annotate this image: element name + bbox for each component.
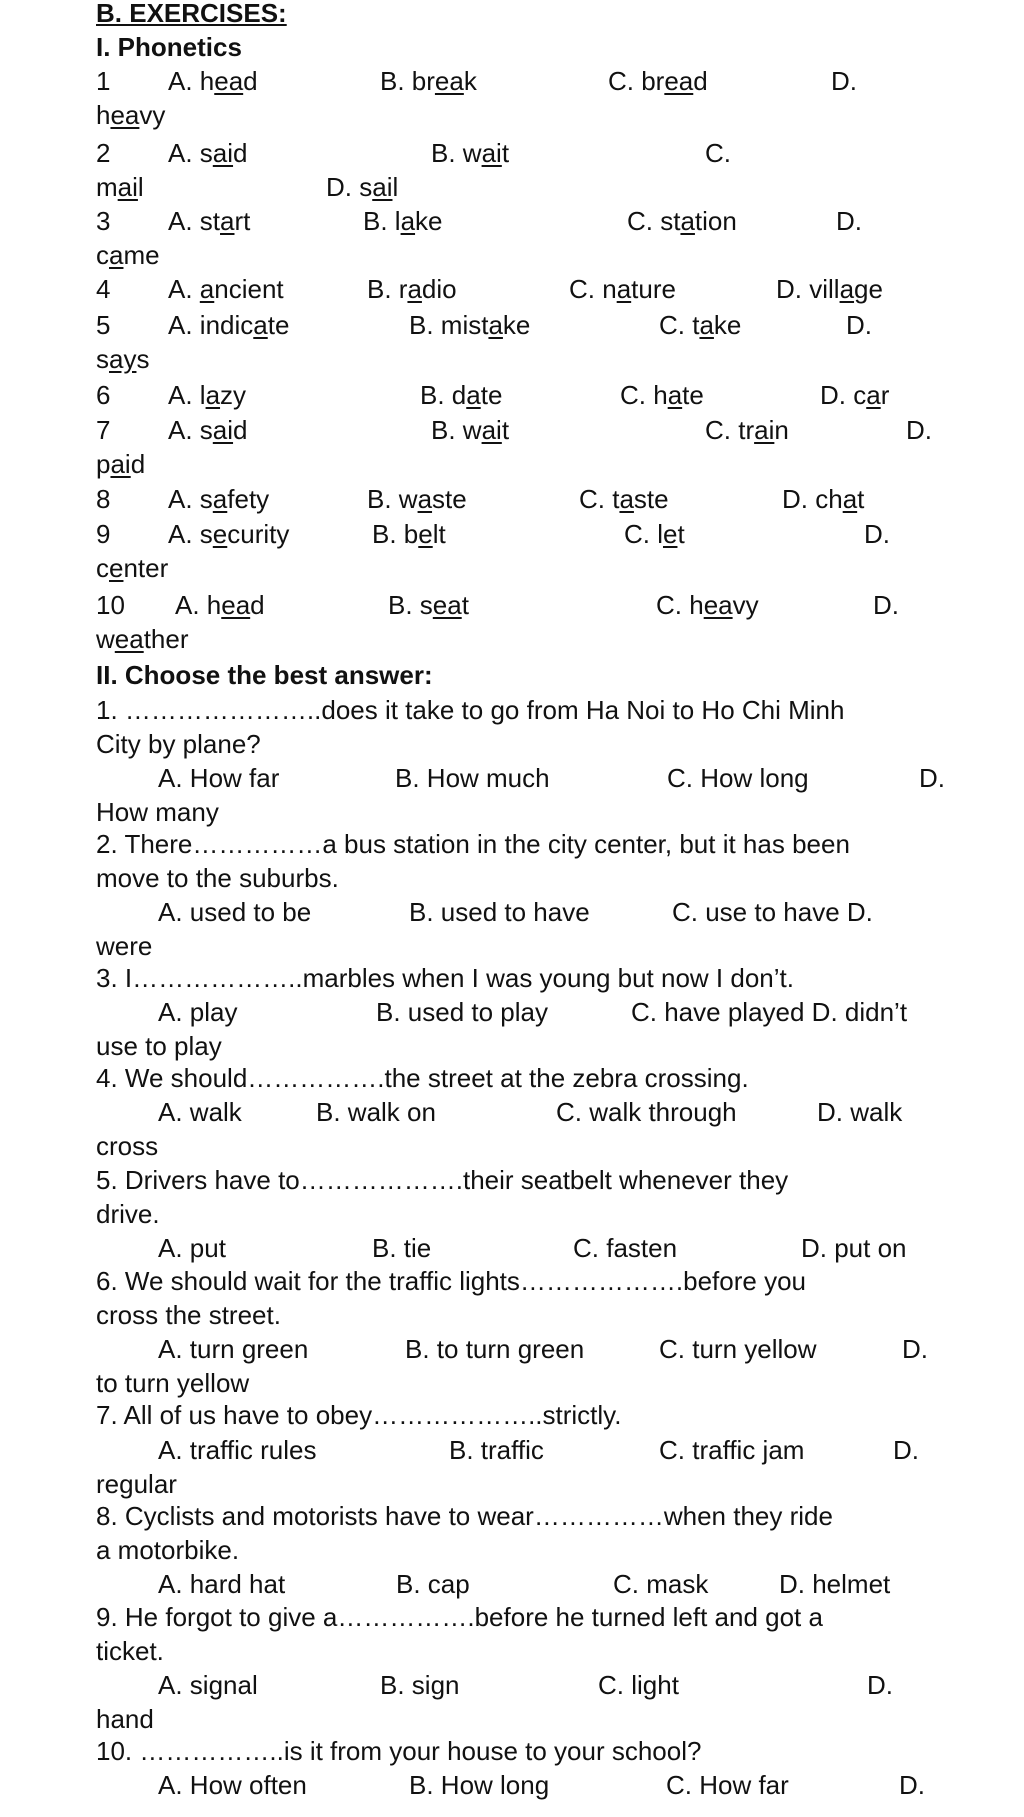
question-text-continued: City by plane? (96, 729, 261, 759)
question-text: 1. …………………..does it take to go from Ha Noi to Ho Chi Minh (96, 695, 845, 725)
answer-option: C. mask (613, 1569, 709, 1599)
answer-option: C. How long (667, 763, 809, 793)
answer-option: D. (893, 1435, 919, 1465)
question-text: 3. I………………..marbles when I was young but now I don’t. (96, 963, 794, 993)
answer-option: B. sign (380, 1670, 460, 1700)
answer-option: C. walk through (556, 1097, 737, 1127)
question-text-continued: drive. (96, 1199, 160, 1229)
answer-option: C. How far (666, 1770, 789, 1800)
phonetic-option: B. radio (367, 274, 457, 304)
phonetic-item-number: 5 (96, 310, 111, 340)
answer-option: D. put on (801, 1233, 907, 1263)
phonetic-option: C. let (624, 519, 685, 549)
phonetic-option: C. heavy (656, 590, 759, 620)
phonetic-item-number: 4 (96, 274, 111, 304)
phonetic-option: C. take (659, 310, 742, 340)
phonetic-option: A. head (175, 590, 265, 620)
phonetic-option: D. (836, 206, 862, 236)
phonetic-option: D. car (820, 380, 890, 410)
phonetic-option: B. waste (367, 484, 467, 514)
question-text: 10. ……………..is it from your house to your school? (96, 1736, 702, 1766)
answer-option-wrap: How many (96, 797, 219, 827)
question-text: 4. We should…………….the street at the zebra crossing. (96, 1063, 749, 1093)
answer-option: A. How often (158, 1770, 307, 1800)
answer-option-wrap: use to play (96, 1031, 222, 1061)
phonetic-option: D. (873, 590, 899, 620)
phonetic-option: D. village (776, 274, 883, 304)
phonetic-option: B. seat (388, 590, 469, 620)
phonetic-option: B. belt (372, 519, 446, 549)
question-text: 2. There……………a bus station in the city center, but it has been (96, 829, 850, 859)
answer-option: D. walk (817, 1097, 903, 1127)
answer-option: D. (919, 763, 945, 793)
answer-option-wrap: were (96, 931, 153, 961)
answer-option: B. used to have (409, 897, 590, 927)
phonetic-item-number: 3 (96, 206, 111, 236)
phonetic-option: A. ancient (168, 274, 284, 304)
answer-option: A. used to be (158, 897, 312, 927)
answer-option: A. traffic rules (158, 1435, 317, 1465)
phonetic-option: C. bread (608, 66, 708, 96)
phonetic-option: B. wait (431, 415, 510, 445)
question-text: 6. We should wait for the traffic lights……………….before you (96, 1266, 806, 1296)
phonetic-option: D. (906, 415, 932, 445)
answer-option-wrap: to turn yellow (96, 1368, 250, 1398)
phonetic-option: B. mistake (409, 310, 531, 340)
phonetic-option: D. sail (326, 172, 399, 202)
answer-option: A. hard hat (158, 1569, 286, 1599)
phonetic-option: B. date (420, 380, 503, 410)
answer-option: B. cap (396, 1569, 470, 1599)
question-text-continued: move to the suburbs. (96, 863, 339, 893)
phonetic-option: D. chat (782, 484, 865, 514)
answer-option: C. fasten (573, 1233, 678, 1263)
answer-option: C. use to have D. (672, 897, 873, 927)
answer-option: B. walk on (316, 1097, 436, 1127)
phonetic-item-number: 8 (96, 484, 111, 514)
question-text: 5. Drivers have to……………….their seatbelt whenever they (96, 1165, 789, 1195)
answer-option: D. (902, 1334, 928, 1364)
phonetic-option-wrap: says (96, 344, 150, 374)
answer-option-wrap: regular (96, 1469, 177, 1499)
phonetic-option: A. start (168, 206, 251, 236)
phonetic-option: B. lake (363, 206, 443, 236)
phonetic-item-number: 7 (96, 415, 111, 445)
phonetic-item-number: 6 (96, 380, 111, 410)
phonetic-option: A. indicate (168, 310, 290, 340)
answer-option: B. traffic (449, 1435, 544, 1465)
phonetic-item-number: 9 (96, 519, 111, 549)
answer-option-wrap: cross (96, 1131, 159, 1161)
phonetic-option-wrap: came (96, 240, 160, 270)
answer-option: A. signal (158, 1670, 258, 1700)
question-text-continued: ticket. (96, 1636, 164, 1666)
answer-option: D. helmet (779, 1569, 891, 1599)
answer-option: C. traffic jam (659, 1435, 805, 1465)
question-text-continued: cross the street. (96, 1300, 281, 1330)
question-text: 8. Cyclists and motorists have to wear……………when they ride (96, 1501, 833, 1531)
phonetic-item-number: 2 (96, 138, 111, 168)
question-text-continued: a motorbike. (96, 1535, 240, 1565)
phonetics-heading: I. Phonetics (96, 32, 242, 62)
answer-option: D. (899, 1770, 925, 1800)
phonetic-option: A. said (168, 138, 248, 168)
answer-option: A. put (158, 1233, 226, 1263)
phonetic-option: C. (705, 138, 731, 168)
answer-option: A. How far (158, 763, 280, 793)
phonetic-option: A. security (168, 519, 290, 549)
choose-heading: II. Choose the best answer: (96, 660, 433, 690)
answer-option: C. turn yellow (659, 1334, 817, 1364)
answer-option: B. to turn green (405, 1334, 585, 1364)
phonetic-option: C. taste (579, 484, 669, 514)
phonetic-option-wrap: mail (96, 172, 144, 202)
phonetic-option: A. head (168, 66, 258, 96)
answer-option: B. How much (395, 763, 550, 793)
phonetic-option: D. (846, 310, 872, 340)
phonetic-item-number: 1 (96, 66, 111, 96)
answer-option: A. walk (158, 1097, 242, 1127)
answer-option: C. have played D. didn’t (631, 997, 908, 1027)
answer-option: B. How long (409, 1770, 550, 1800)
answer-option: B. used to play (376, 997, 548, 1027)
question-text: 7. All of us have to obey………………..strictly. (96, 1400, 622, 1430)
section-title: B. EXERCISES: (96, 0, 287, 28)
phonetic-option: A. said (168, 415, 248, 445)
phonetic-option: D. (831, 66, 857, 96)
answer-option: D. (867, 1670, 893, 1700)
question-text: 9. He forgot to give a…………….before he turned left and got a (96, 1602, 823, 1632)
phonetic-option-wrap: heavy (96, 100, 166, 130)
answer-option: A. play (158, 997, 238, 1027)
answer-option: A. turn green (158, 1334, 309, 1364)
phonetic-option: D. (864, 519, 890, 549)
answer-option: B. tie (372, 1233, 432, 1263)
phonetic-option: C. train (705, 415, 789, 445)
phonetic-option: A. lazy (168, 380, 247, 410)
phonetic-option: B. break (380, 66, 477, 96)
phonetic-option: A. safety (168, 484, 270, 514)
answer-option: C. light (598, 1670, 679, 1700)
phonetic-option: C. station (627, 206, 737, 236)
phonetic-option-wrap: weather (96, 624, 189, 654)
phonetic-option-wrap: paid (96, 449, 146, 479)
phonetic-option-wrap: center (96, 553, 169, 583)
phonetic-option: C. nature (569, 274, 676, 304)
phonetic-option: B. wait (431, 138, 510, 168)
phonetic-option: C. hate (620, 380, 704, 410)
phonetic-item-number: 10 (96, 590, 125, 620)
answer-option-wrap: hand (96, 1704, 154, 1734)
